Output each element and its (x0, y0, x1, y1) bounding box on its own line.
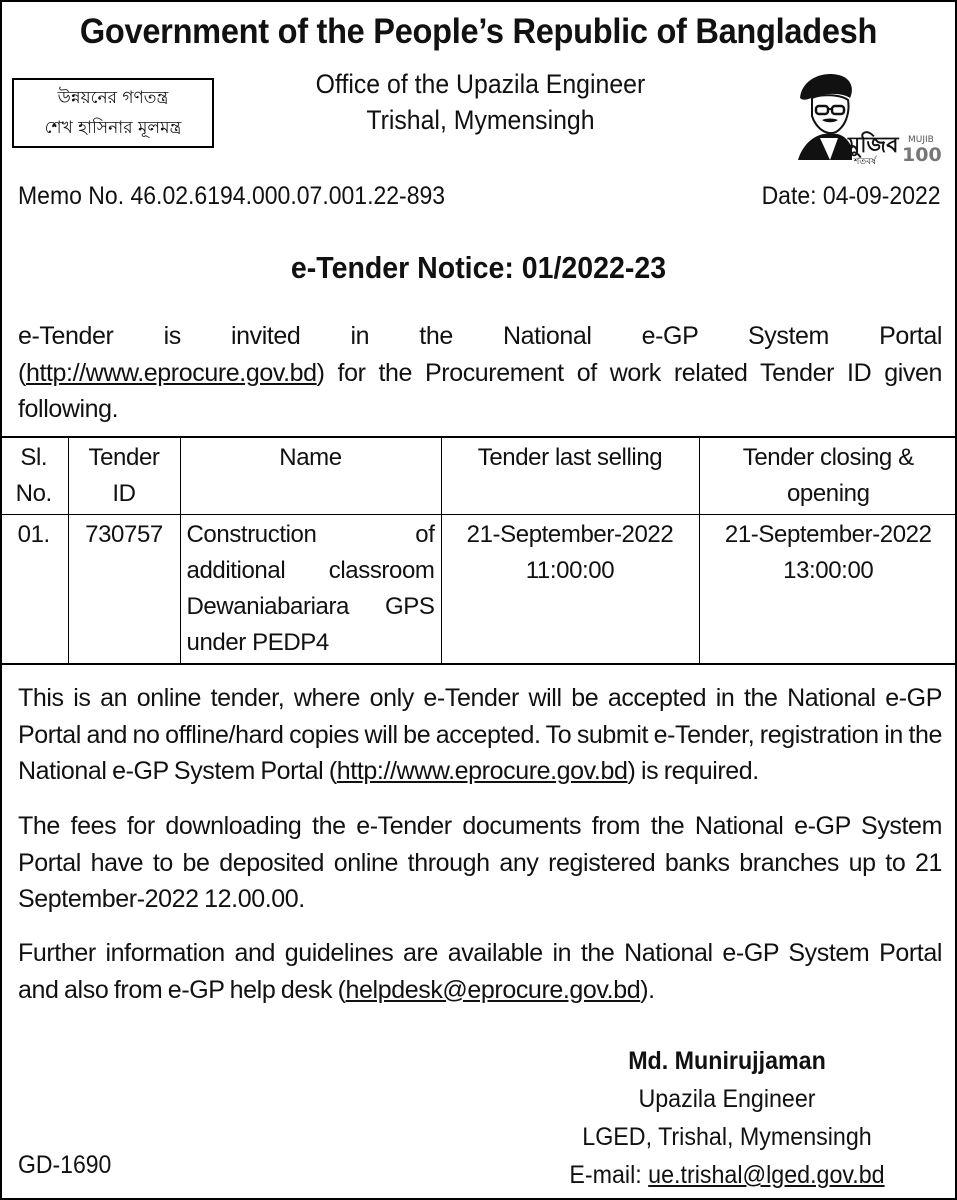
mujib-100-logo (790, 68, 942, 168)
signatory-email-link[interactable]: ue.trishal@lged.gov.bd (648, 1161, 885, 1189)
header-closing-opening: Tender closing & opening (699, 437, 957, 515)
helpdesk-email-link[interactable]: helpdesk@eprocure.gov.bd (345, 975, 641, 1004)
row-closing-opening: 21-September-2022 13:00:00 (699, 515, 957, 665)
header-tender-id: Tender ID (68, 437, 180, 515)
logo-bengali-text: মুজিব (848, 133, 899, 158)
signatory-email-line: E-mail: ue.trishal@lged.gov.bd (569, 1161, 885, 1189)
signatory-name: Md. Munirujjaman (628, 1047, 826, 1075)
row-name: Construction of additional classroom Dewaniabariara GPS under PEDP4 (180, 515, 441, 665)
intro-paragraph (18, 318, 942, 428)
further-info-paragraph: Further information and guidelines are available in the National e-GP System Portal and also from e-GP help desk (helpdesk@eprocure.gov.bd). (18, 939, 942, 1004)
header-last-selling: Tender last selling (441, 437, 699, 515)
logo-100-text: 100 (902, 144, 942, 166)
signatory-designation: Upazila Engineer (638, 1085, 816, 1113)
tender-table (0, 436, 957, 665)
slogan-line-2: শেখ হাসিনার মূলমন্ত্র (44, 118, 182, 138)
row-sl-no: 01. (0, 515, 68, 665)
intro-paren-open: ( (18, 358, 26, 387)
eprocure-link[interactable]: http://www.eprocure.gov.bd (25, 358, 317, 387)
table-header-row (0, 437, 957, 515)
signature-block (555, 1042, 899, 1194)
intro-rest: ) for the Procurement of work related Tender ID given following. (18, 358, 942, 423)
table-row (0, 515, 957, 665)
eprocure-link-2[interactable]: http://www.eprocure.gov.bd (336, 757, 628, 785)
memo-number: Memo No. 46.02.6194.000.07.001.22-893 (18, 182, 446, 210)
header-sl-no: Sl. No. (0, 437, 68, 515)
row-last-selling: 21-September-2022 11:00:00 (441, 515, 699, 665)
row-tender-id: 730757 (68, 515, 180, 665)
gd-code: GD-1690 (18, 1151, 112, 1179)
signatory-office: LGED, Trishal, Mymensingh (582, 1123, 872, 1151)
intro-line-1: e-Tender is invited in the National e-GP System Portal (18, 322, 942, 350)
notice-title: e-Tender Notice: 01/2022-23 (290, 250, 667, 285)
online-tender-paragraph: This is an online tender, where only e-Tender will be accepted in the National e-GP Portal and no offline/hard copies will be accepted. To submit e-Tender, registration in the National e-GP System Portal (http://www.eprocure.gov.bd) is required. (18, 684, 942, 785)
office-location: Trishal, Mymensingh (366, 105, 595, 135)
slogan-line-1: উন্নয়নের গণতন্ত্র (57, 88, 169, 108)
fees-paragraph: The fees for downloading the e-Tender documents from the National e-GP System Portal have to be deposited online through any registered banks branches up to 21 September-2022 12.00.00. (18, 812, 942, 913)
header-name: Name (180, 437, 441, 515)
logo-bengali-subtext: শতবর্ষ (854, 157, 877, 167)
notice-date: Date: 04-09-2022 (761, 182, 941, 210)
logo-mujib-text: MUJIB (908, 135, 934, 145)
government-title: Government of the People’s Republic of Bangladesh (79, 12, 878, 51)
office-block (40, 66, 920, 138)
office-name: Office of the Upazila Engineer (315, 69, 646, 99)
